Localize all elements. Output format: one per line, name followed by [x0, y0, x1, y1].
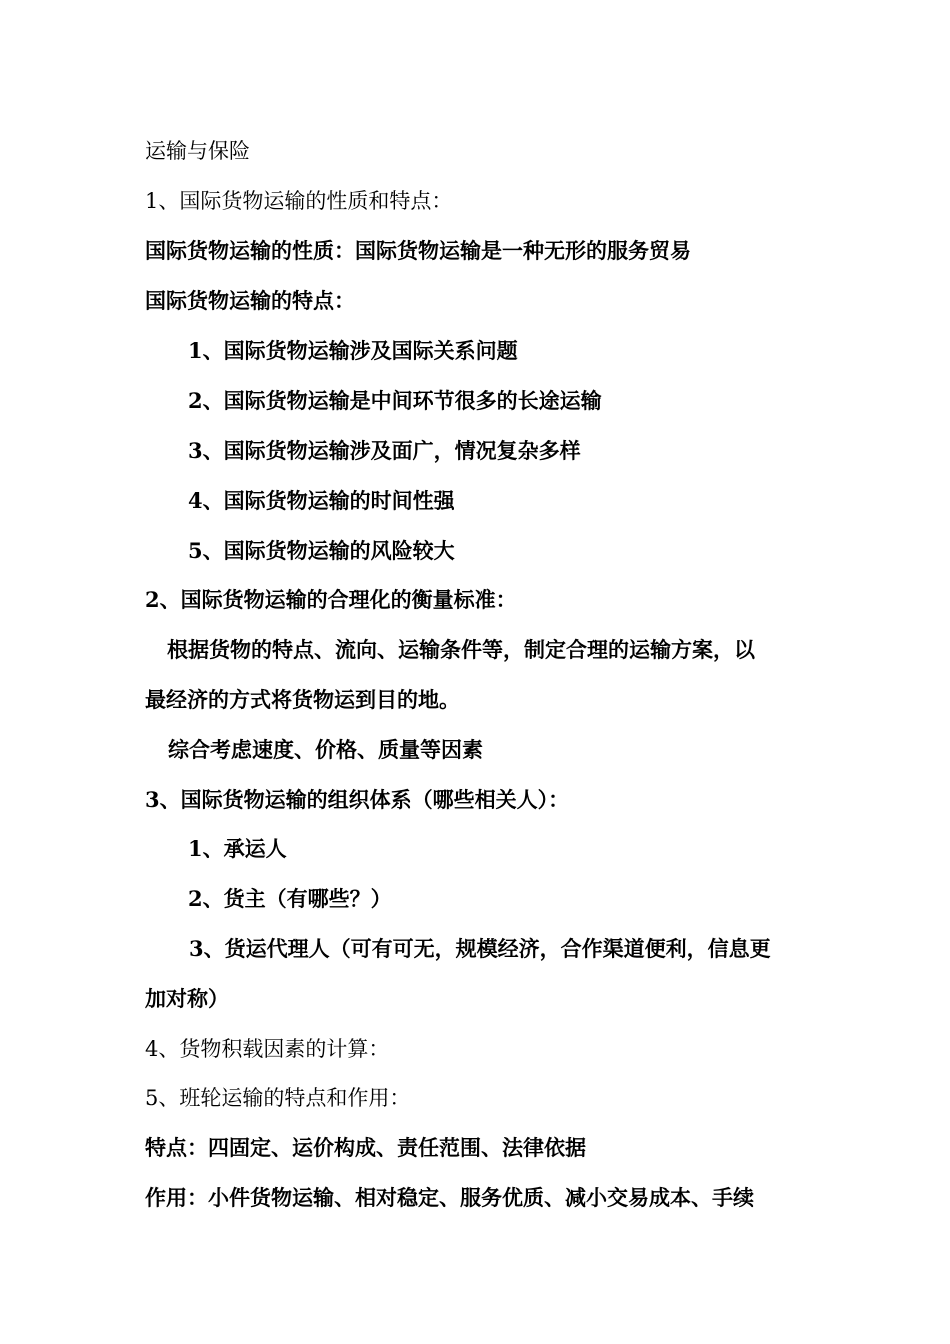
section-1-feature-item: 2、国际货物运输是中间环节很多的长途运输 [188, 388, 602, 413]
section-1-heading: 1、国际货物运输的性质和特点： [145, 189, 453, 213]
section-1-feature-item: 1、国际货物运输涉及国际关系问题 [188, 338, 518, 363]
section-3-item-forwarder-line-1: 3、货运代理人（可有可无，规模经济，合作渠道便利，信息更 [189, 936, 771, 961]
section-4-heading: 4、货物积载因素的计算： [145, 1037, 390, 1061]
section-3-item-forwarder-line-2: 加对称） [145, 986, 229, 1011]
section-3-item-cargo-owner: 2、货主（有哪些？） [188, 886, 392, 911]
section-1-feature-item: 4、国际货物运输的时间性强 [188, 488, 455, 513]
section-1-feature-item: 3、国际货物运输涉及面广，情况复杂多样 [188, 438, 581, 463]
section-3-item-carrier: 1、承运人 [188, 836, 287, 861]
section-1-features-label: 国际货物运输的特点： [145, 288, 355, 313]
section-2-heading: 2、国际货物运输的合理化的衡量标准： [145, 587, 517, 612]
section-5-heading: 5、班轮运输的特点和作用： [145, 1086, 411, 1110]
section-2-paragraph-line-2: 最经济的方式将货物运到目的地。 [145, 687, 460, 712]
section-3-heading: 3、国际货物运输的组织体系（哪些相关人）： [145, 787, 570, 812]
section-2-factors: 综合考虑速度、价格、质量等因素 [168, 737, 483, 762]
document-title: 运输与保险 [145, 139, 250, 163]
section-1-feature-item: 5、国际货物运输的风险较大 [188, 538, 455, 563]
section-5-functions: 作用：小件货物运输、相对稳定、服务优质、减小交易成本、手续 [145, 1185, 754, 1210]
section-2-paragraph-line-1: 根据货物的特点、流向、运输条件等，制定合理的运输方案，以 [167, 637, 755, 662]
section-5-features: 特点：四固定、运价构成、责任范围、法律依据 [145, 1135, 586, 1160]
section-1-nature: 国际货物运输的性质：国际货物运输是一种无形的服务贸易 [145, 238, 691, 263]
